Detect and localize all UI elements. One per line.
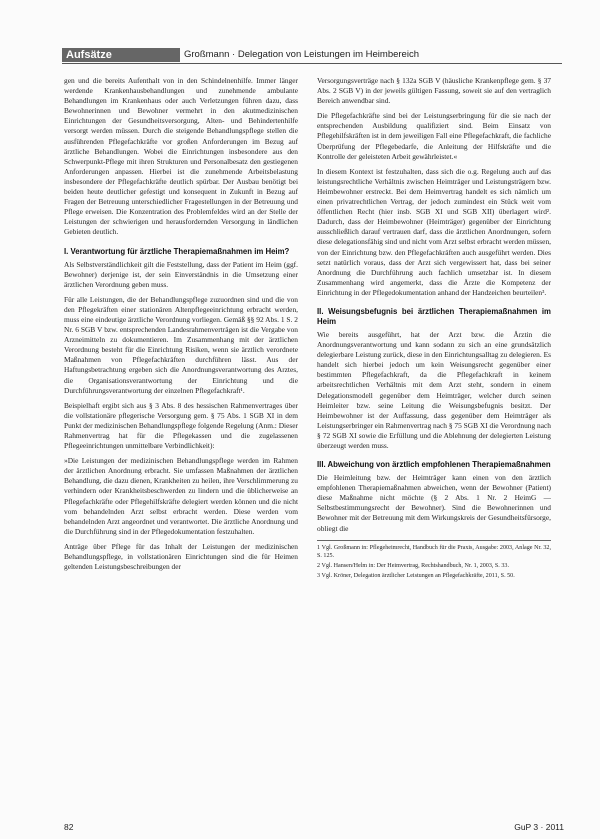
section-heading-1: I. Verantwortung für ärztliche Therapiemaßnahmen im Heim? — [64, 246, 290, 256]
section-tag: Aufsätze — [62, 48, 180, 62]
paragraph: Versorgungsverträge nach § 132a SGB V (häusliche Krankenpflege gem. § 37 Abs. 2 SGB V) in der jeweils gültigen Fassung, soweit sie auf den vertraglich Bereich anwendbar sind. — [317, 76, 551, 106]
footnote-2: 2 Vgl. Hansen/Helm in: Der Heimvertrag, Rechtshandbuch, Nr. 1, 2003, S. 33. — [317, 562, 509, 569]
paragraph: Anträge über Pflege für das Inhalt der Leistungen der medizinischen Behandlungspflege, in vollstationären Einrichtungen sind die für Heimen geltenden Leistungsbeschreibungen der — [64, 541, 298, 572]
footnote-1: 1 Vgl. Großmann in: Pflegeheimrecht, Handbuch für die Praxis, Ausgabe: 2003, Anlage Nr. 32, S. 125. — [317, 544, 551, 559]
section-heading-2: II. Weisungsbefugnis bei ärztlichen Therapiemaßnahmen im Heim — [317, 306, 551, 326]
paragraph: Beispielhaft ergibt sich aus § 3 Abs. 8 des hessischen Rahmenvertrages über die vollstationäre pflegerische Versorgung gem. § 75 Abs. 1 SGB XI in dem Punkt der medizinischen Behandlungspflege folgende Regelung (Anm.: Dieser Rahmenvertrag hat für die Pflegekassen und die zugelassenen Pflegeeinrichtungen unmittelbare Verbindlichkeit): — [64, 400, 298, 451]
footnote-3: 3 Vgl. Kröner, Delegation ärztlicher Leistungen an Pflegefachkräfte, 2011, S. 50. — [317, 572, 515, 579]
paragraph: Wie bereits ausgeführt, hat der Arzt bzw. die Ärztin die Anordnungsverantwortung und kann sodann zu sich an eine grundsätzlich delegierbare Leistung zurück, diese in den Einrichtungsalltag zu delegieren. Es handelt sich hierbei jedoch um kein Weisungsrecht gegenüber einer bestimmten Pflegefachkraft, da die Pflegefachkraft in keinem arbeitsrechtlichen Verhältnis mit dem Arzt steht, sondern in einem Delegationsmodell gegenüber dem Heimträger, welcher durch seinen Heimleiter bzw. seine Leitung die Weisungsbefugnis besitzt. Der Heimbewohner ist der Auffassung, dass gegenüber dem Heimträger als Leistungserbringer ein Rahmenvertrag nach § 75 SGB XI die Verordnung nach § 72 SGB XI sowie die Erfüllung und die Ablehnung der delegierten Leistung überzeugt werden muss. — [317, 329, 551, 450]
page-footer — [64, 822, 564, 834]
quote-paragraph: »Die Leistungen der medizinischen Behandlungspflege werden im Rahmen der ärztlichen Anordnung erbracht. Sie umfassen Maßnahmen der ärztlichen Behandlung, die dazu dienen, Krankheiten zu heilen, ihre Verschlimmerung zu verhindern oder Krankheitsbeschwerden zu lindern und die üblicherweise an Pflegefachkräfte oder Pflegehilfskräfte delegiert werden können und die nicht vom behandelnden Arzt selbst erbracht werden. Diese werden vom behandelnden Arzt angeordnet und verantwortet. Die ärztliche Anordnung und die Durchführung sind in der Pflegedokumentation festzuhalten. — [64, 456, 298, 536]
running-title: Großmann · Delegation von Leistungen im Heimbereich — [184, 49, 419, 60]
header-rule — [62, 63, 562, 64]
paragraph: Die Pflegefachkräfte sind bei der Leistungserbringung für die sie nach der entsprechenden Ausbildung qualifiziert sind. Beim Einsatz von Pflegehilfskräften ist in dem jeweiligen Fall eine Pflegefachkraft, die fachliche Überprüfung der Pflegebedarfe, die Anleitung der Hilfskräfte und die Kontrolle der geleisteten Arbeit gewährleistet.« — [317, 111, 551, 161]
page-number: 82 — [64, 822, 74, 832]
paragraph: Für alle Leistungen, die der Behandlungspflege zuzuordnen sind und die von den Pflegekräften einer stationären Altenpflegeeinrichtung erbracht werden, muss eine eindeutige ärztliche Verordnung vorliegen. Gemäß §§ 92 Abs. 1 S. 2 Nr. 6 SGB V bzw. entsprechenden Landesrahmenverträgen ist die Vergabe von Arzneimitteln zu dokumentieren. Im Zusammenhang mit der ärztlichen Verordnung besteht für die Einrichtung Risiken, wenn sie ärztlich verordnete Maßnahmen von Pflegefachkräften durchführen lässt. Aus der Haftungsbetrachtung ergeben sich die Anordnungsverantwortung des Arztes, die Organisationsverantwortung der Einrichtung und die Durchführungsverantwortung der einzelnen Pflegefachkraft¹. — [64, 294, 298, 395]
paragraph: In diesem Kontext ist festzuhalten, dass sich die o.g. Regelung auch auf das leistungsrechtliche Verhältnis zwischen Heimträger und Leistungsträgern bzw. Heimbewohner erstreckt. Bei dem Heimvertrag handelt es sich nämlich um einen privatrechtlichen Vertrag, der jedoch zumindest ein Stück weit vom öffentlichen Recht (hier insb. SGB XI und SGB XII) überlagert wird². Dadurch, dass der Heimbewohner (Heimträger) gegenüber der Einrichtung ausschließlich darauf vertrauen darf, dass die ärztlichen Anordnungen, sofern diese delegationsfähig sind und nicht vom Arzt selbst erbracht werden müssen, von der Einrichtung bzw. den Pflegefachkräften auch ausgeführt werden. Dies setzt natürlich voraus, dass der Arzt sich vergewissert hat, dass bei seiner Anordnung die Durchführung auch fachlich umsetzbar ist. In diesem Zusammenhang wird angemerkt, dass die Ärzte die Kompetenz der Einrichtung in der Pflegedokumentation anhand der Handzeichen beurteilen³. — [317, 166, 551, 297]
left-column — [64, 76, 298, 811]
section-heading-3: III. Abweichung von ärztlich empfohlenen Therapiemaßnahmen — [317, 460, 551, 470]
paragraph: Als Selbstverständlichkeit gilt die Feststellung, dass der Patient im Heim (ggf. Bewohner) derjenige ist, der sein Einverständnis in die Umsetzung einer ärztlichen Verordnung geben muss. — [64, 259, 298, 289]
page-header — [62, 48, 562, 62]
paragraph: gen und die bereits Aufenthalt von in den Schindelnenhilfe. Immer länger werdende Krankenhausbehandlungen und zunehmende ambulante Behandlungen im Krankenhaus oder auch Verletzungen führen dazu, dass Bewohnerinnen und Bewohner vermehrt in den akutmedizinischen Einrichtungen der Gesundheitsversorgung, Alten- und Behindertenhilfe versorgt werden müssen. Durch die steigende Behandlungspflege stellen die ausführenden Pflegefachkräfte vor großen Anforderungen im Bezug auf ärztliche Behandlungen. Wobei die Einrichtungen insbesondere aus den Schwerpunkt-Pflege mit ihren Strukturen und Personalbesatz den gestiegenen Anforderungen anpassen. Hierbei ist die zunehmende Arbeitsbelastung insbesondere der Pflegefachkräfte deutlich spürbar. Der Ausbau benötigt bei beiden heute deutlicher gefestigt und konsequent in Zukunft in Bezug auf Fragen der Betreuung unterschiedlicher Fragestellungen in der Betreuung und Pflege erweisen. Die Konzentration des Problemfeldes wird an der Stelle der Leistungen der schwierigen und herausfordernden Versorgung in ländlichen Gebieten deutlich. — [64, 76, 298, 237]
paragraph: Die Heimleitung bzw. der Heimträger kann einen von den ärztlich empfohlenen Therapiemaßnahmen abweichen, wenn der Bewohner (Patient) diese Maßnahme nicht möchte (§ 2 Abs. 1 Nr. 2 HeimG — Selbstbestimmungsrecht der Bewohner). Sind die Bewohnerinnen und Bewohner mit der Betreuung mit dem Wirkungskreis der Gesundheitsfürsorge, obliegt die — [317, 473, 551, 533]
issue-label: GuP 3 · 2011 — [514, 822, 564, 832]
footnotes — [317, 540, 551, 580]
right-column — [317, 76, 551, 811]
